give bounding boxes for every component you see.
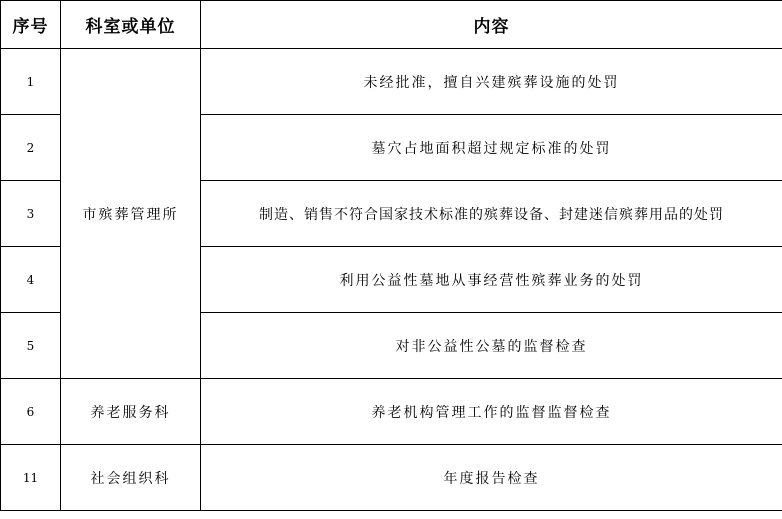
row-seq: 6 xyxy=(1,379,61,445)
row-seq: 11 xyxy=(1,445,61,511)
row-seq: 5 xyxy=(1,313,61,379)
row-content: 年度报告检查 xyxy=(201,445,782,511)
table-row xyxy=(1,379,782,445)
row-department: 市殡葬管理所 xyxy=(61,49,201,379)
header-department: 科室或单位 xyxy=(61,1,201,49)
header-row xyxy=(1,1,782,49)
row-seq: 4 xyxy=(1,247,61,313)
row-content: 利用公益性墓地从事经营性殡葬业务的处罚 xyxy=(201,247,782,313)
row-content: 制造、销售不符合国家技术标准的殡葬设备、封建迷信殡葬用品的处罚 xyxy=(201,181,782,247)
row-seq: 1 xyxy=(1,49,61,115)
header-content: 内容 xyxy=(201,1,782,49)
row-department: 养老服务科 xyxy=(61,379,201,445)
row-content: 养老机构管理工作的监督监督检查 xyxy=(201,379,782,445)
row-department: 社会组织科 xyxy=(61,445,201,511)
row-content: 墓穴占地面积超过规定标准的处罚 xyxy=(201,115,782,181)
row-seq: 2 xyxy=(1,115,61,181)
row-content: 对非公益性公墓的监督检查 xyxy=(201,313,782,379)
table-row xyxy=(1,445,782,511)
table-row xyxy=(1,49,782,115)
row-seq: 3 xyxy=(1,181,61,247)
header-seq: 序号 xyxy=(1,1,61,49)
row-content: 未经批准，擅自兴建殡葬设施的处罚 xyxy=(201,49,782,115)
